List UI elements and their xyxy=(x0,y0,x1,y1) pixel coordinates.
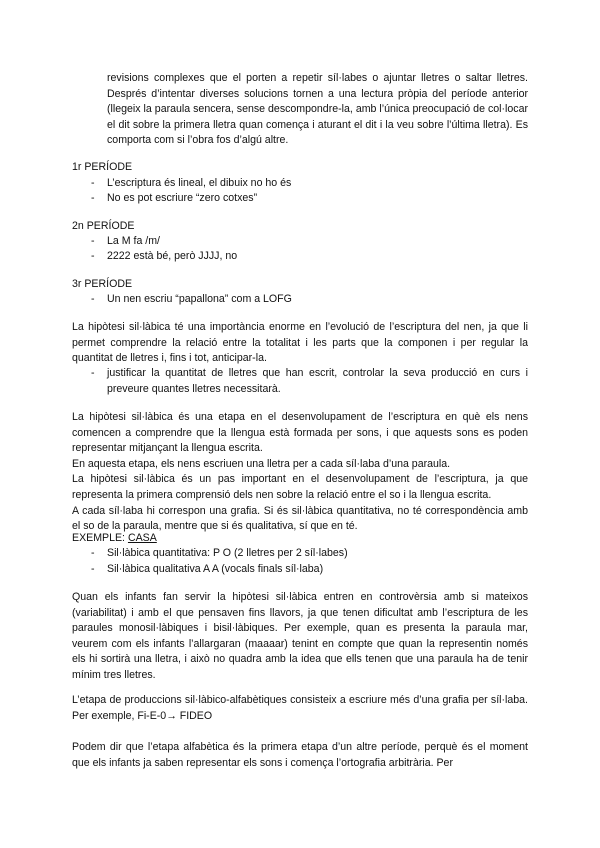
conflict-paragraph: Quan els infants fan servir la hipòtesi sil·làbica entren en controvèrsia amb si mateixos (variabilitat) i amb el que pensaven fins llavors, ja que tenen dificultat amb l’escriptura de les paraules monosil·làbiques i bisil·làbiques. Per exemple, quan es presenta la paraula mar, veurem com els infants l’allargaran (maaaar) tenint en compte que quan la representin només els hi sortirà una lletra, i això no quadra amb la idea que ells tenen que una paraula ha de tenir mínim tres lletres. xyxy=(72,591,528,681)
syllabic-stage-text: En aquesta etapa, els nens escriuen una lletra per a cada síl·laba d’una paraula. xyxy=(72,457,451,470)
intro-paragraph: revisions complexes que el porten a repetir síl·labes o ajuntar lletres o saltar lletres. Després d’intentar diverses solucions tornen a una lectura pròpia del període anterior (llegeix la paraula sencera, sense descompondre-la, amb l’única preocupació de col·locar el dit sobre la primera lletra quan comença i aturant el dit i la veu sobre l’última lletra). Es comporta com si l’obra fos d’algú altre. xyxy=(107,72,528,147)
list-item-text: No es pot escriure “zero cotxes” xyxy=(107,192,258,204)
bullet-dash: - xyxy=(91,192,95,204)
list-item xyxy=(91,234,528,250)
period-1-heading: 1r PERÍODE xyxy=(72,161,133,173)
list-item-text: Un nen escriu “papallona” com a LOFG xyxy=(107,293,292,305)
syllabic-alphabetic-paragraph: L’etapa de produccions sil·làbico-alfabètiques consisteix a escriure més d’una grafia per síl·laba. Per exemple, Fi-E-0→ FIDEO xyxy=(72,694,528,722)
bullet-dash: - xyxy=(91,177,95,189)
list-item xyxy=(91,546,528,562)
list-item xyxy=(91,562,528,578)
syllabic-importance-paragraph: La hipòtesi sil·làbica té una importància enorme en l’evolució de l’escriptura del nen, ja que li permet comprendre la relació entre la totalitat i les parts que la componen i per regular la quantitat de lletres i, fins i tot, anticipar-la. xyxy=(72,321,528,365)
bullet-dash: - xyxy=(91,293,95,305)
syllabic-stage-text: La hipòtesi sil·làbica és un pas important en el desenvolupament de l’escriptura, ja que representa la primera comprensió dels nen sobre la relació entre el so i la llengua escrita. xyxy=(72,473,528,501)
period-2-heading: 2n PERÍODE xyxy=(72,220,135,232)
syllabic-stage-text: A cada síl·laba hi correspon una grafia. Si és sil·làbica quantitativa, no té correspondència amb el so de la paraula, mentre que si és qualitativa, sí que en té. xyxy=(72,504,528,533)
list-item-text: justificar la quantitat de lletres que han escrit, controlar la seva producció en curs i preveure quantes lletres necessitarà. xyxy=(107,367,528,395)
example-word: CASA xyxy=(127,532,157,544)
list-item-text: Sil·làbica qualitativa A A (vocals finals síl·laba) xyxy=(107,563,324,575)
bullet-dash: - xyxy=(91,563,95,575)
list-item xyxy=(91,249,528,265)
list-item xyxy=(91,191,528,207)
example-heading xyxy=(72,531,157,546)
list-item-text: La M fa /m/ xyxy=(107,235,160,247)
list-item-text: Sil·làbica quantitativa: P O (2 lletres per 2 síl·labes) xyxy=(107,547,348,559)
bullet-dash: - xyxy=(91,367,95,379)
period-3-heading: 3r PERÍODE xyxy=(72,278,133,290)
syllabic-stage-paragraph xyxy=(72,410,528,535)
list-item xyxy=(91,366,528,397)
list-item xyxy=(91,292,528,308)
bullet-dash: - xyxy=(91,235,95,247)
bullet-dash: - xyxy=(91,250,95,262)
list-item-text: L’escriptura és lineal, el dibuix no ho és xyxy=(107,177,292,189)
syllabic-stage-text: La hipòtesi sil·làbica és una etapa en el desenvolupament de l’escriptura en què els nens comencen a comprendre que la llengua està formada per sons, i que aquests sons es poden representar mitjançant la llengua escrita. xyxy=(72,411,528,455)
bullet-dash: - xyxy=(91,547,95,559)
list-item-text: 2222 està bé, però JJJJ, no xyxy=(107,250,238,262)
alphabetic-paragraph: Podem dir que l’etapa alfabètica és la primera etapa d’un altre període, perquè és el moment que els infants ja saben representar els sons i comença l’ortografia arbitrària. Per xyxy=(72,741,528,769)
example-label: EXEMPLE: xyxy=(72,532,128,544)
list-item xyxy=(91,176,528,192)
